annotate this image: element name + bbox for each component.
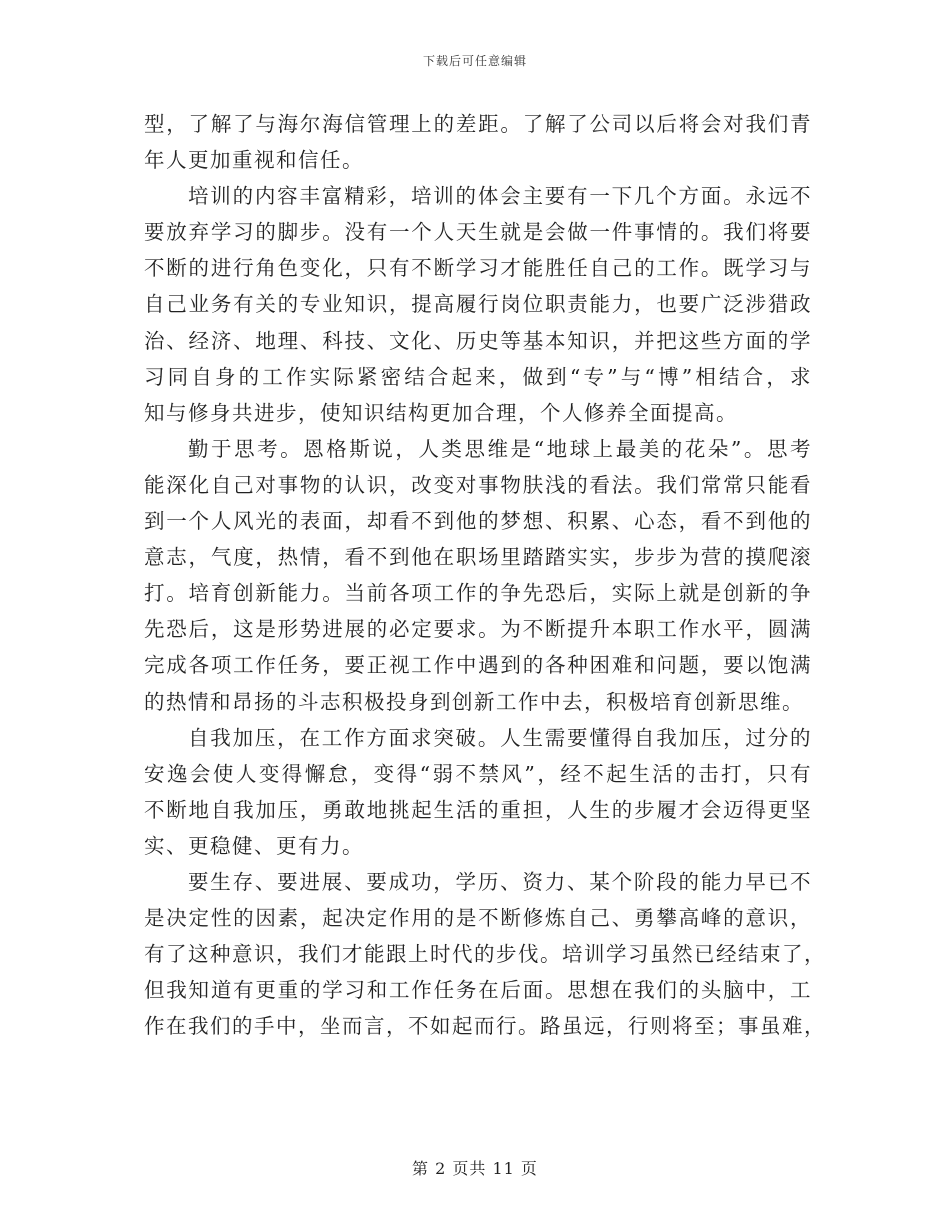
body-line: 能深化自己对事物的认识，改变对事物肤浅的看法。我们常常只能看 [144,472,812,497]
document-body [144,106,826,1044]
page-header: 下载后可任意编辑 [422,54,527,68]
body-line: 是决定性的因素，起决定作用的是不断修炼自己、勇攀高峰的意识， [144,906,812,931]
body-line: 自己业务有关的专业知识，提高履行岗位职责能力，也要广泛涉猎政 [144,292,812,317]
body-line: 型，了解了与海尔海信管理上的差距。了解了公司以后将会对我们青 [144,112,812,136]
body-line: 不断地自我加压，勇敢地挑起生活的重担，人生的步履才会迈得更坚 [144,797,812,822]
body-line: 作在我们的手中，坐而言，不如起而行。路虽远，行则将至；事虽难， [144,1014,826,1039]
body-line: 有了这种意识，我们才能跟上时代的步伐。培训学习虽然已经结束了， [144,942,826,967]
body-line: 不断的进行角色变化，只有不断学习才能胜任自己的工作。既学习与 [144,256,812,281]
page-footer: 第 2 页共 11 页 [412,1159,538,1178]
body-line: 要生存、要进展、要成功，学历、资力、某个阶段的能力早已不 [188,869,812,894]
body-line: 知与修身共进步，使知识结构更加合理，个人修养全面提高。 [144,400,738,425]
body-line: 勤于思考。恩格斯说，人类思维是“地球上最美的花朵”。思考 [188,436,812,461]
body-line: 培训的内容丰富精彩，培训的体会主要有一下几个方面。永远不 [188,184,812,209]
body-line: 先恐后，这是形势进展的必定要求。为不断提升本职工作水平，圆满 [144,617,812,642]
body-line: 意志，气度，热情，看不到他在职场里踏踏实实，步步为营的摸爬滚 [144,545,812,570]
body-line: 年人更加重视和信任。 [144,148,364,173]
body-line: 要放弃学习的脚步。没有一个人天生就是会做一件事情的。我们将要 [144,220,812,245]
body-line: 治、经济、地理、科技、文化、历史等基本知识，并把这些方面的学 [144,328,812,353]
body-line: 的热情和昂扬的斗志积极投身到创新工作中去，积极培育创新思维。 [144,689,804,714]
body-line: 安逸会使人变得懈怠，变得“弱不禁风”，经不起生活的击打，只有 [144,761,812,786]
body-line: 到一个人风光的表面，却看不到他的梦想、积累、心态，看不到他的 [144,509,812,534]
body-line: 但我知道有更重的学习和工作任务在后面。思想在我们的头脑中，工 [144,978,812,1003]
body-line: 打。培育创新能力。当前各项工作的争先恐后，实际上就是创新的争 [144,581,812,606]
body-line: 完成各项工作任务，要正视工作中遇到的各种困难和问题，要以饱满 [144,653,812,678]
body-line: 习同自身的工作实际紧密结合起来，做到“专”与“博”相结合，求 [144,364,812,389]
body-line: 自我加压，在工作方面求突破。人生需要懂得自我加压，过分的 [188,725,812,750]
body-line: 实、更稳健、更有力。 [144,833,364,858]
